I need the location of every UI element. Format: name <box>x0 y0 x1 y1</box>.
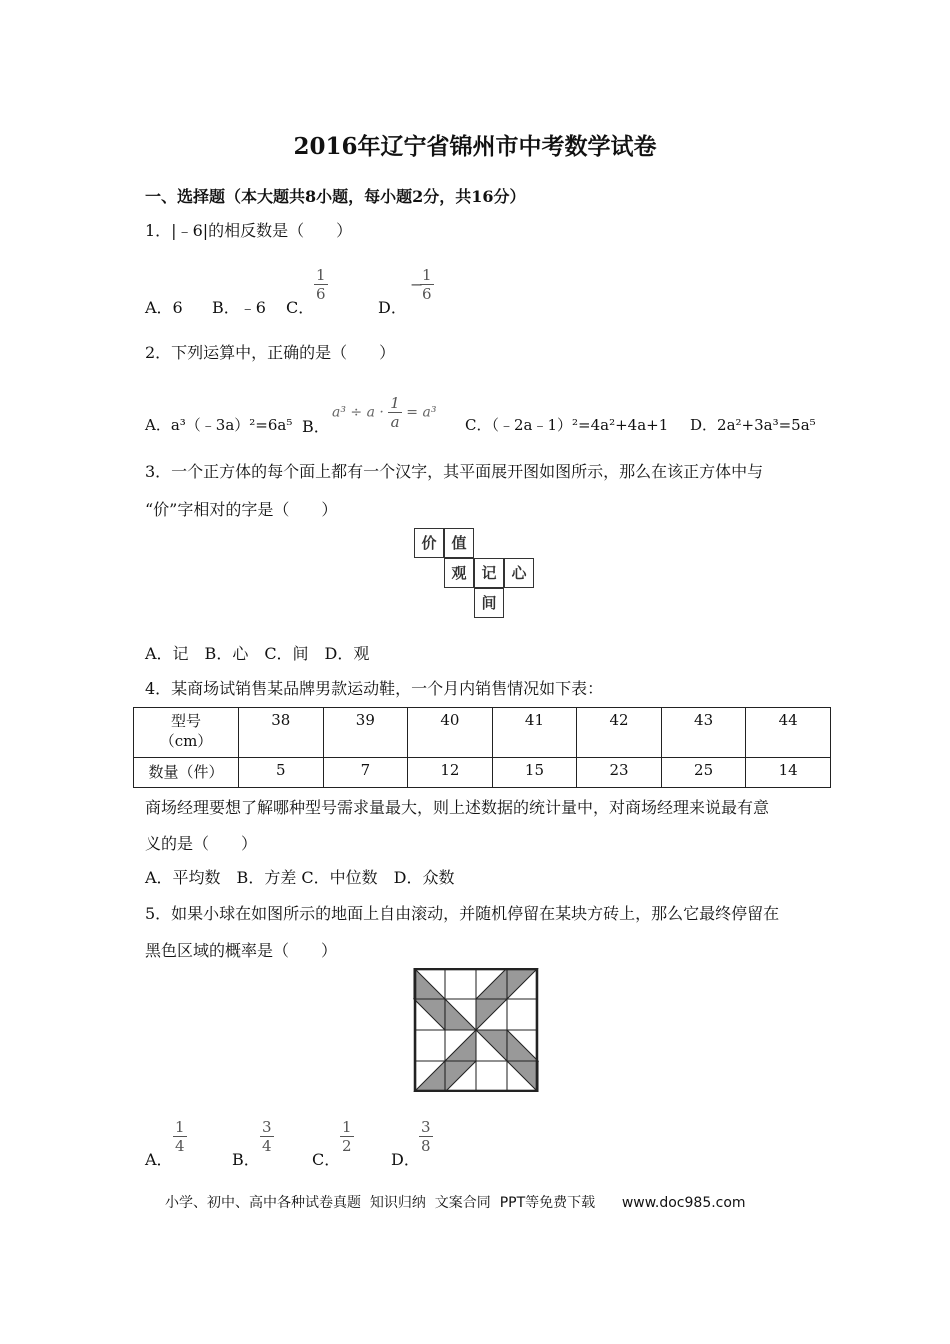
question-5-stem-line1: 5．如果小球在如图所示的地面上自由滚动，并随机停留在某块方砖上，那么它最终停留在 <box>145 904 780 923</box>
fraction-numerator: 3 <box>262 1118 272 1136</box>
shaded-triangle <box>476 968 507 999</box>
section-heading: 一、选择题（本大题共8小题，每小题2分，共16分） <box>145 187 526 206</box>
cube-face: 价 <box>414 528 444 558</box>
table-cell: 43 <box>661 708 746 758</box>
expression-left: a³ ÷ a · <box>332 404 384 421</box>
q1-option-a: A．6 <box>145 298 183 317</box>
table-cell: 25 <box>661 758 746 788</box>
table-cell: 15 <box>492 758 577 788</box>
fraction-denominator: 6 <box>316 285 326 303</box>
table-cell: 38 <box>239 708 324 758</box>
shaded-triangle <box>414 968 445 999</box>
cube-face: 值 <box>444 528 474 558</box>
fraction-denominator: 6 <box>422 285 432 303</box>
q2-option-b-expression <box>332 394 436 431</box>
shaded-triangle <box>445 1061 476 1092</box>
shaded-triangle <box>414 999 445 1030</box>
table-header-count: 数量（件） <box>134 758 239 788</box>
question-2-stem: 2．下列运算中，正确的是（ ） <box>145 343 396 362</box>
table-cell: 12 <box>408 758 493 788</box>
q1-option-d: D． <box>378 298 407 317</box>
q1-option-c: C． <box>286 298 315 317</box>
table-cell: 44 <box>746 708 831 758</box>
q5-option-a: A． <box>145 1150 173 1169</box>
header-line: （cm） <box>159 732 213 750</box>
fraction-numerator: 3 <box>421 1118 431 1136</box>
table-cell: 41 <box>492 708 577 758</box>
question-4-stem: 4．某商场试销售某品牌男款运动鞋，一个月内销售情况如下表： <box>145 679 604 698</box>
cube-face: 间 <box>474 588 504 618</box>
shaded-triangle <box>445 1030 476 1061</box>
q5-option-d: D． <box>391 1150 420 1169</box>
question-3-stem-line1: 3．一个正方体的每个面上都有一个汉字，其平面展开图如图所示，那么在该正方体中与 <box>145 462 764 481</box>
q2-option-d: D．2a²+3a³=5a⁵ <box>690 416 816 434</box>
fraction-numerator: 1 <box>390 394 400 412</box>
page-title: 2016年辽宁省锦州市中考数学试卷 <box>293 133 657 160</box>
table-cell: 42 <box>577 708 662 758</box>
q5-option-d-fraction <box>419 1118 433 1155</box>
fraction-numerator: 1 <box>175 1118 185 1136</box>
shaded-triangle <box>414 1061 445 1092</box>
table-cell: 39 <box>323 708 408 758</box>
cube-face: 观 <box>444 558 474 588</box>
page-footer: 小学、初中、高中各种试卷真题 知识归纳 文案合同 PPT等免费下载 www.doc985.com <box>165 1195 746 1211</box>
expression-fraction <box>388 394 402 431</box>
table-header-size <box>134 708 239 758</box>
q1-option-d-fraction <box>420 266 434 303</box>
q5-option-a-fraction <box>173 1118 187 1155</box>
q5-option-b-fraction <box>260 1118 274 1155</box>
q2-option-b: B． <box>302 417 330 436</box>
sales-table <box>133 707 831 788</box>
fraction-denominator: 4 <box>175 1137 185 1155</box>
table-cell: 23 <box>577 758 662 788</box>
question-3-stem-line2: “价”字相对的字是（ ） <box>145 500 338 519</box>
fraction-denominator: 4 <box>262 1137 272 1155</box>
fraction-numerator: 1 <box>316 266 326 284</box>
fraction-numerator: 1 <box>342 1118 352 1136</box>
q5-option-b: B． <box>232 1150 260 1169</box>
question-4-text-line2: 义的是（ ） <box>145 834 258 853</box>
expression-right: = a³ <box>406 404 437 421</box>
q1-option-c-fraction <box>314 266 328 303</box>
question-1-stem: 1．|﹣6|的相反数是（ ） <box>145 221 353 240</box>
q1-option-b: B．﹣6 <box>212 298 266 317</box>
question-5-stem-line2: 黑色区域的概率是（ ） <box>145 941 338 960</box>
tile-floor-figure <box>413 968 539 1092</box>
fraction-denominator: a <box>390 413 400 431</box>
table-row <box>134 758 831 788</box>
q1-option-d-sign: − <box>410 275 424 294</box>
cube-face: 心 <box>504 558 534 588</box>
table-cell: 40 <box>408 708 493 758</box>
header-line: 型号 <box>170 712 201 730</box>
fraction-denominator: 2 <box>342 1137 352 1155</box>
table-cell: 14 <box>746 758 831 788</box>
q5-option-c-fraction <box>340 1118 354 1155</box>
q5-option-c: C． <box>312 1150 341 1169</box>
shaded-triangle <box>507 1030 538 1061</box>
fraction-numerator: 1 <box>422 266 432 284</box>
q2-option-c: C．（﹣2a﹣1）²=4a²+4a+1 <box>465 416 669 434</box>
shaded-triangle <box>507 1061 538 1092</box>
question-4-text-line1: 商场经理要想了解哪种型号需求量最大，则上述数据的统计量中，对商场经理来说最有意 <box>145 798 770 817</box>
q4-options: A．平均数 B．方差 C．中位数 D．众数 <box>145 868 455 887</box>
q3-options: A．记 B．心 C．间 D．观 <box>145 644 370 663</box>
table-cell: 7 <box>323 758 408 788</box>
fraction-denominator: 8 <box>421 1137 431 1155</box>
q2-option-a: A．a³（﹣3a）²=6a⁵ <box>145 416 293 434</box>
shaded-triangle <box>476 999 507 1030</box>
shaded-triangle <box>476 1030 507 1061</box>
shaded-triangle <box>507 968 538 999</box>
table-cell: 5 <box>239 758 324 788</box>
shaded-triangle <box>445 999 476 1030</box>
table-row <box>134 708 831 758</box>
cube-face: 记 <box>474 558 504 588</box>
